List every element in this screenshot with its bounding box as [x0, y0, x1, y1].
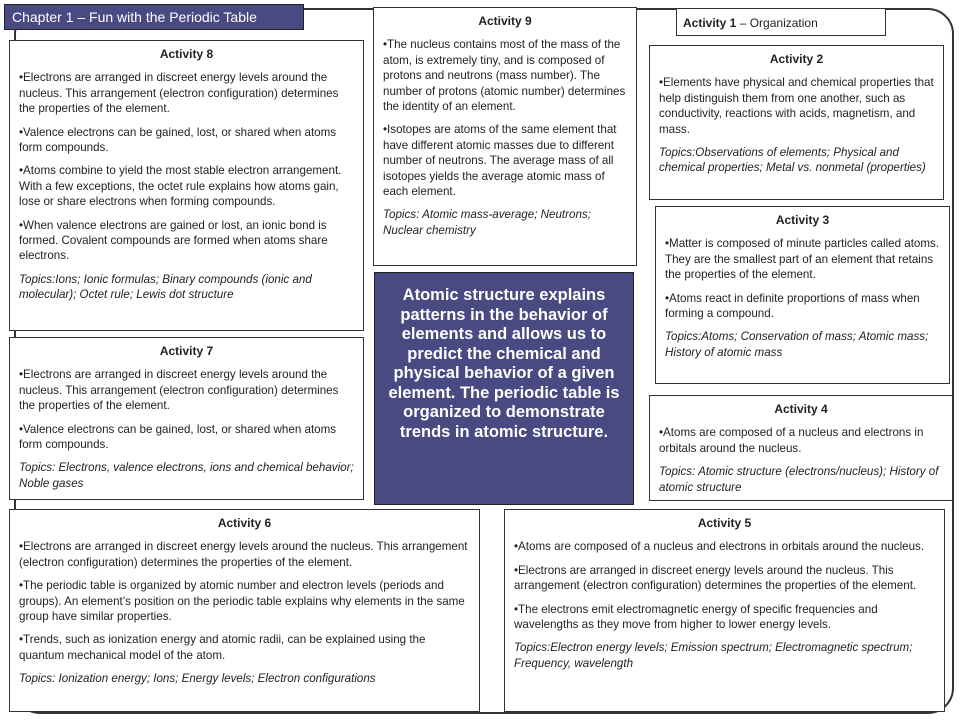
activity-3-bullet: •Matter is composed of minute particles called atoms. They are the smallest part of an element that retains the properties of the element. — [665, 237, 940, 282]
chapter-title: Chapter 1 – Fun with the Periodic Table — [4, 4, 304, 30]
activity-1-title: Activity 1 — [683, 16, 737, 30]
activity-7-bullet: •Valence electrons can be gained, lost, or shared when atoms form compounds. — [19, 422, 337, 452]
activity-3-box — [655, 206, 950, 384]
activity-4-bullet: •Atoms are composed of a nucleus and electrons in orbitals around the nucleus. — [659, 426, 924, 455]
activity-1-subtitle: – Organization — [739, 16, 818, 30]
activity-5-box — [504, 509, 945, 712]
activity-8-bullet: •Electrons are arranged in discreet energy levels around the nucleus. This arrangement (electron configuration) determines the properties of the element. — [19, 71, 339, 116]
activity-9-box — [373, 7, 637, 266]
activity-5-bullet: •The electrons emit electromagnetic energy of specific frequencies and wavelengths as they move from higher to lower energy levels. — [514, 602, 878, 632]
activity-2-title: Activity 2 — [769, 52, 824, 66]
activity-8-topics: Topics:Ions; Ionic formulas; Binary compounds (ionic and molecular); Octet rule; Lewis dot structure — [19, 272, 312, 302]
activity-8-title: Activity 8 — [159, 47, 214, 61]
activity-9-bullet: •The nucleus contains most of the mass of the atom, is extremely tiny, and is composed of protons and neutrons (mass number). The number of protons (atomic number) determines the identity of an element. — [383, 38, 626, 114]
activity-1-box — [676, 8, 886, 36]
activity-7-topics: Topics: Electrons, valence electrons, ions and chemical behavior; Noble gases — [19, 461, 354, 490]
activity-6-box — [9, 509, 480, 712]
activity-8-box — [9, 40, 364, 331]
activity-3-topics: Topics:Atoms; Conservation of mass; Atomic mass; History of atomic mass — [665, 330, 929, 359]
activity-5-topics: Topics:Electron energy levels; Emission spectrum; Electromagnetic spectrum; Frequency, wavelength — [514, 641, 913, 670]
activity-3-bullet: •Atoms react in definite proportions of mass when forming a compound. — [665, 291, 920, 321]
activity-9-bullet: •Isotopes are atoms of the same element that have different atomic masses due to different number of neutrons. The average mass of all isotopes yields the average atomic mass of each element. — [383, 123, 617, 199]
activity-8-bullet: •When valence electrons are gained or lost, an ionic bond is formed. Covalent compounds are formed when atoms share electrons. — [19, 218, 328, 263]
activity-9-topics: Topics: Atomic mass-average; Neutrons; Nuclear chemistry — [383, 208, 591, 237]
activity-6-bullet: •Electrons are arranged in discreet energy levels around the nucleus. This arrangement (electron configuration) determines the properties of the element. — [19, 540, 468, 569]
activity-2-box — [649, 45, 944, 200]
activity-5-title: Activity 5 — [697, 516, 752, 530]
activity-6-title: Activity 6 — [217, 516, 272, 530]
activity-6-topics: Topics: Ionization energy; Ions; Energy levels; Electron configurations — [19, 672, 376, 686]
activity-3-title: Activity 3 — [775, 213, 830, 227]
central-statement: Atomic structure explains patterns in the behavior of elements and allows us to predict the chemical and physical behavior of a given element. The periodic table is organized to demonstrate trends in atomic structure. — [374, 272, 634, 505]
activity-4-title: Activity 4 — [774, 402, 828, 416]
activity-7-box — [9, 337, 364, 500]
activity-8-bullet: •Valence electrons can be gained, lost, or shared when atoms form compounds. — [19, 125, 337, 155]
activity-6-bullet: •Trends, such as ionization energy and atomic radii, can be explained using the quantum mechanical model of the atom. — [19, 633, 426, 662]
activity-9-title: Activity 9 — [478, 14, 532, 28]
activity-4-box — [649, 395, 953, 501]
activity-5-bullet: •Electrons are arranged in discreet energy levels around the nucleus. This arrangement (electron configuration) determines the properties of the element. — [514, 563, 917, 593]
activity-7-title: Activity 7 — [159, 344, 214, 358]
activity-2-bullet: •Elements have physical and chemical properties that help distinguish them from one another, such as conductivity, reactions with acids, magnetism, and mass. — [659, 76, 934, 136]
activity-7-bullet: •Electrons are arranged in discreet energy levels around the nucleus. This arrangement (electron configuration) determines the properties of the element. — [19, 368, 339, 413]
activity-8-bullet: •Atoms combine to yield the most stable electron arrangement. With a few exceptions, the octet rule explains how atoms gain, lose or share electrons when forming compounds. — [19, 164, 342, 209]
activity-6-bullet: •The periodic table is organized by atomic number and electron levels (periods and groups). An element’s position on the periodic table explains why elements in the same group have similar properties. — [19, 579, 465, 624]
activity-4-topics: Topics: Atomic structure (electrons/nucleus); History of atomic structure — [659, 465, 939, 494]
activity-5-bullet: •Atoms are composed of a nucleus and electrons in orbitals around the nucleus. — [514, 540, 925, 554]
activity-2-topics: Topics:Observations of elements; Physical and chemical properties; Metal vs. nonmetal (properties) — [659, 146, 926, 175]
